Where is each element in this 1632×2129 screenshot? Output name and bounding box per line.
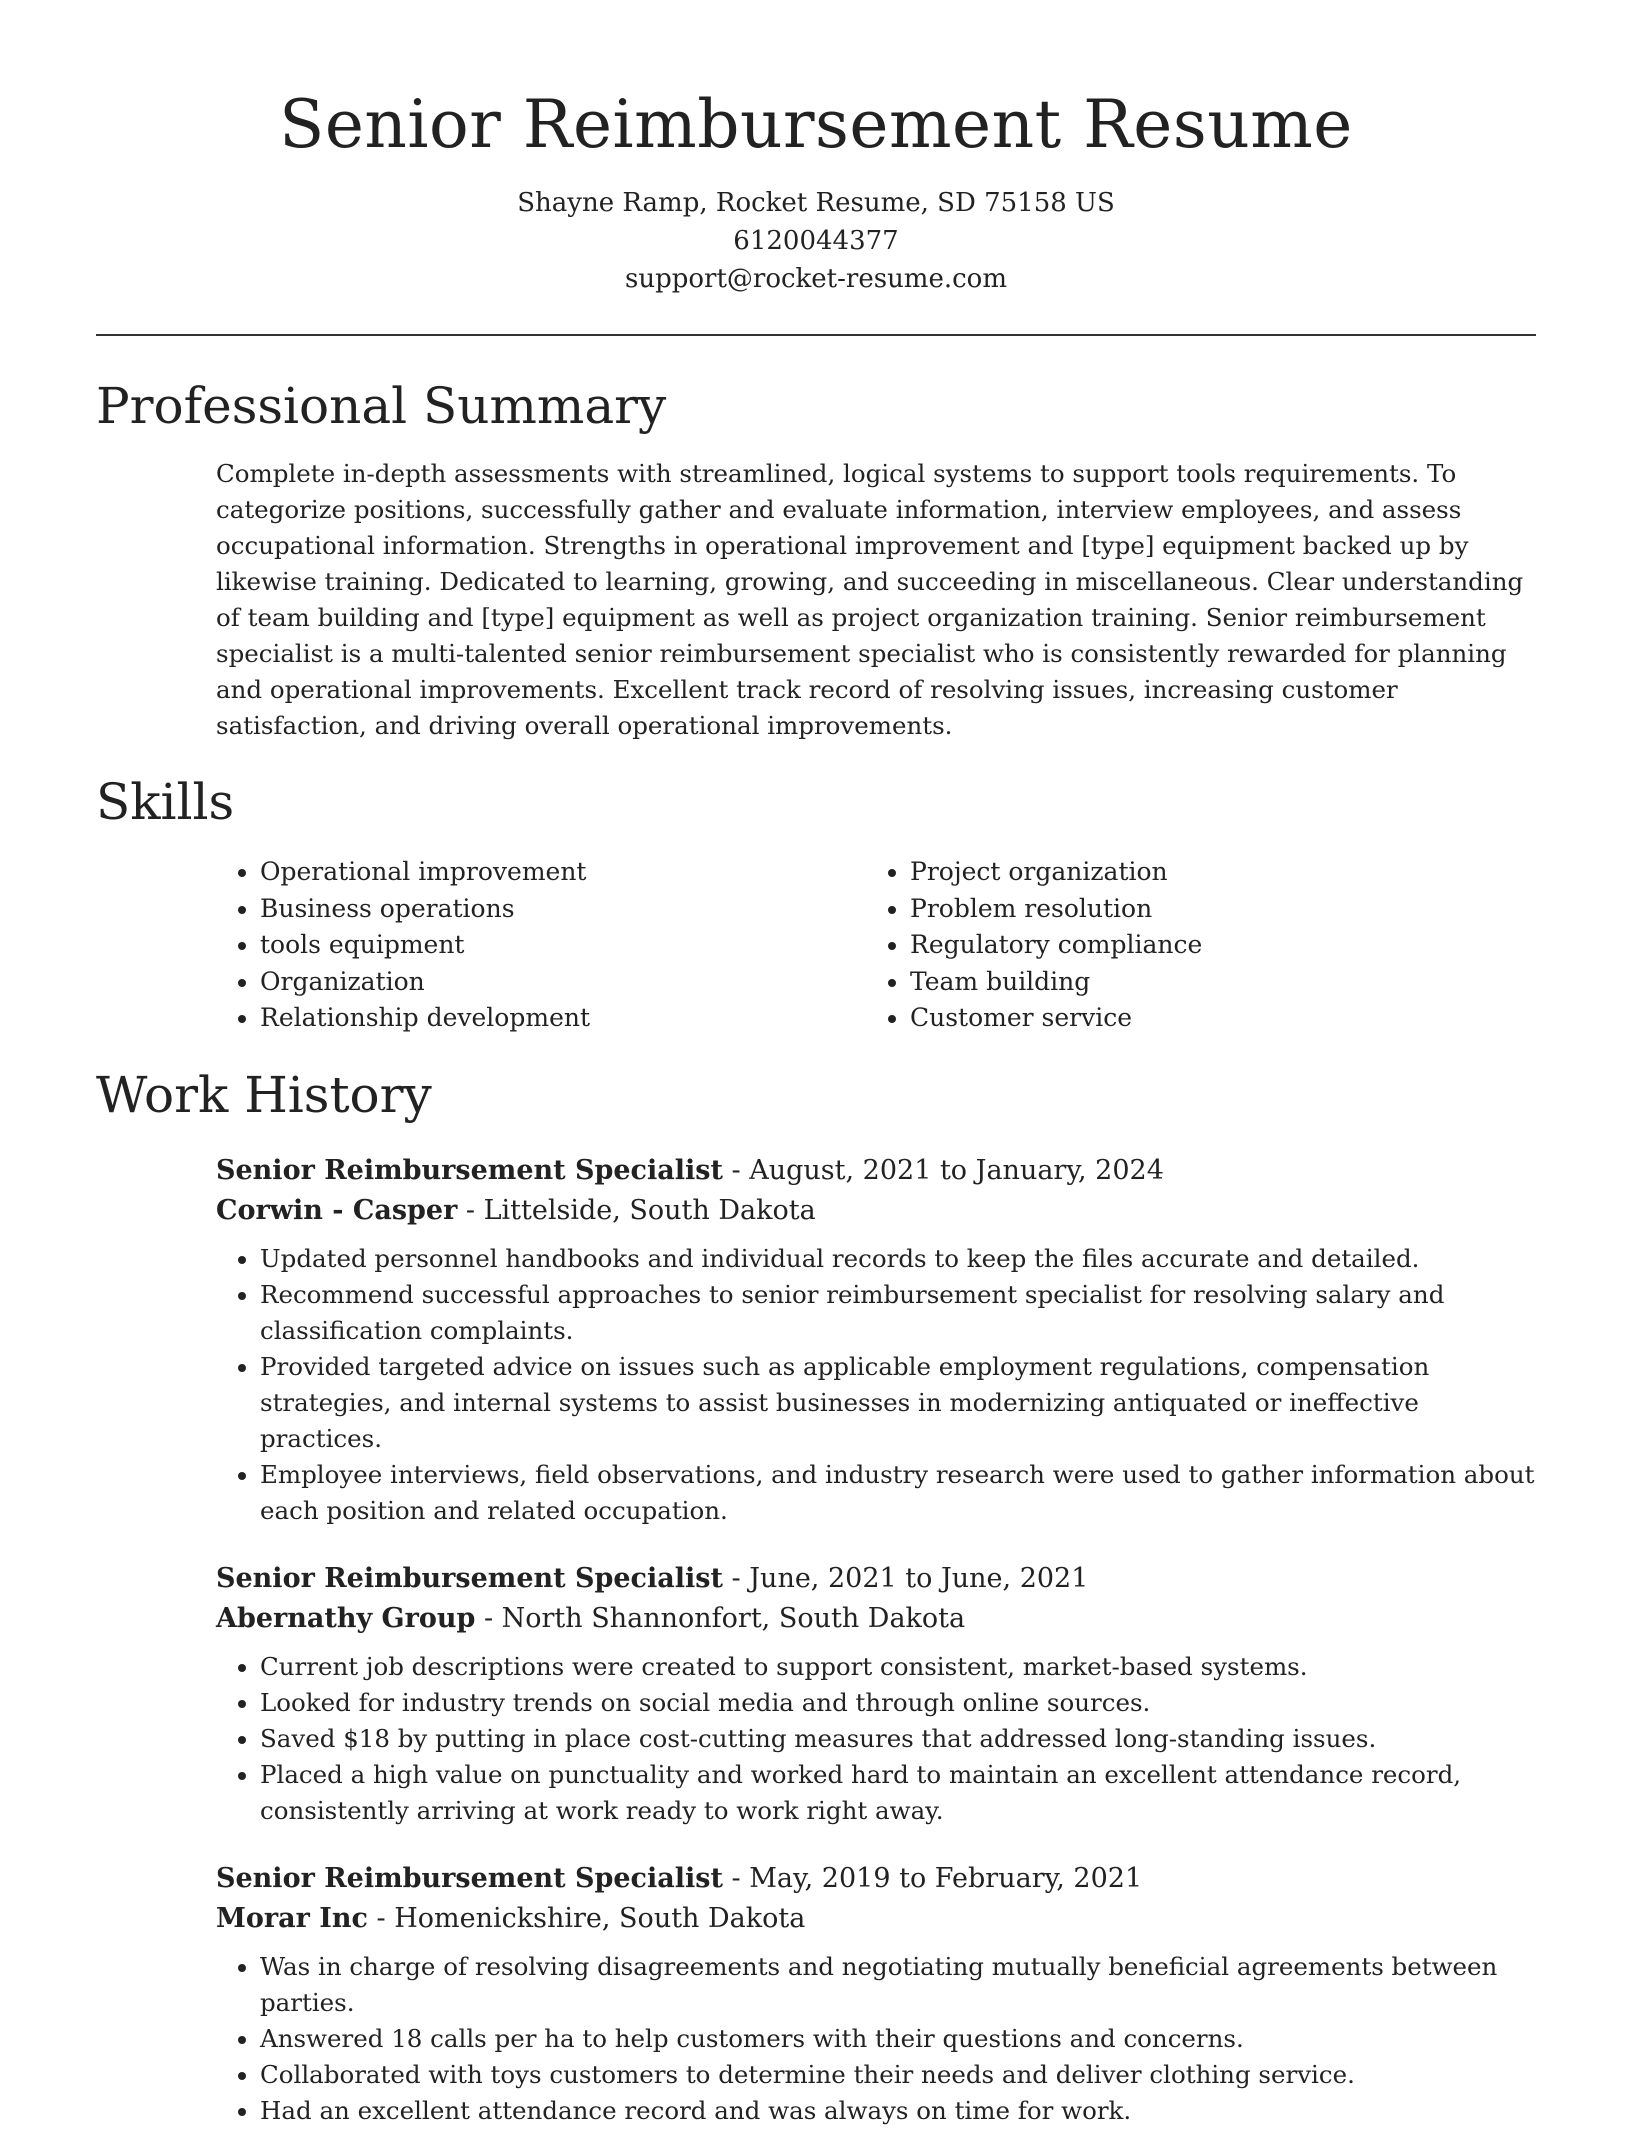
job-bullets [216, 1949, 1536, 2129]
summary-heading: Professional Summary [96, 377, 667, 435]
job-company-line [216, 1599, 1536, 1639]
job-company-line [216, 1899, 1536, 1939]
job-bullet: • Current job descriptions were created to support consistent, market-based systems. [260, 1649, 1536, 1685]
job-dates: - August, 2021 to January, 2024 [722, 1154, 1164, 1186]
job-bullet: • Was in charge of resolving disagreements and negotiating mutually beneficial agreements between parties. [260, 1949, 1536, 2021]
skill-item: • Team building [910, 964, 1516, 1001]
skills-column-right [866, 854, 1516, 1037]
skill-item: • Customer service [910, 1000, 1516, 1037]
job-bullet: • Employee interviews, field observations, and industry research were used to gather information about each position and related occupation. [260, 1457, 1536, 1529]
contact-email: support@rocket-resume.com [624, 264, 1007, 294]
skill-item: • Problem resolution [910, 891, 1516, 928]
resume-header [96, 0, 1536, 298]
job-bullet: • Placed a high value on punctuality and worked hard to maintain an excellent attendance record, consistently arriving at work ready to work right away. [260, 1757, 1536, 1829]
job-entry [216, 1151, 1536, 1529]
job-title: Senior Reimbursement Specialist [216, 1862, 723, 1894]
job-entry [216, 1559, 1536, 1829]
job-entry [216, 1859, 1536, 2129]
skill-item: • Project organization [910, 854, 1516, 891]
skill-item: • Regulatory compliance [910, 927, 1516, 964]
job-bullets [216, 1649, 1536, 1829]
job-bullet: • Looked for industry trends on social media and through online sources. [260, 1685, 1536, 1721]
skills-column-left [216, 854, 866, 1037]
job-dates: - May, 2019 to February, 2021 [722, 1862, 1143, 1894]
job-dates: - June, 2021 to June, 2021 [722, 1562, 1089, 1594]
contact-block [96, 184, 1536, 298]
job-bullet: • Saved $18 by putting in place cost-cutting measures that addressed long-standing issues. [260, 1721, 1536, 1757]
job-title: Senior Reimbursement Specialist [216, 1562, 723, 1594]
work-history-heading: Work History [96, 1065, 432, 1124]
contact-phone: 6120044377 [733, 226, 899, 256]
job-company: Abernathy Group [216, 1602, 476, 1634]
skill-item: • Operational improvement [260, 854, 866, 891]
resume-page [96, 0, 1536, 2129]
job-bullet: • Provided targeted advice on issues such as applicable employment regulations, compensation strategies, and internal systems to assist businesses in modernizing antiquated or ineffective practices. [260, 1349, 1536, 1457]
job-title-line [216, 1859, 1536, 1899]
job-title-line [216, 1559, 1536, 1599]
skill-item: • Relationship development [260, 1000, 866, 1037]
job-title: Senior Reimbursement Specialist [216, 1154, 723, 1186]
summary-text: Complete in-depth assessments with streamlined, logical systems to support tools requirements. To categorize positions, successfully gather and evaluate information, interview employees, and assess occupational information. Strengths in operational improvement and [type] equipment backed up by likewise training. Dedicated to learning, growing, and succeeding in miscellaneous. Clear understanding of team building and [type] equipment as well as project organization training. Senior reimbursement specialist is a multi-talented senior reimbursement specialist who is consistently rewarded for planning and operational improvements. Excellent track record of resolving issues, increasing customer satisfaction, and driving overall operational improvements. [216, 459, 1524, 740]
job-location: - Littelside, South Dakota [457, 1194, 816, 1226]
job-location: - North Shannonfort, South Dakota [475, 1602, 966, 1634]
skills-list [216, 854, 1536, 1037]
job-location: - Homenickshire, South Dakota [367, 1902, 806, 1934]
job-bullet: • Answered 18 calls per ha to help customers with their questions and concerns. [260, 2021, 1536, 2057]
contact-address: Shayne Ramp, Rocket Resume, SD 75158 US [517, 188, 1115, 218]
skills-heading: Skills [96, 773, 235, 831]
header-divider [96, 334, 1536, 336]
skill-item: • tools equipment [260, 927, 866, 964]
job-bullets [216, 1241, 1536, 1529]
job-company-line [216, 1191, 1536, 1231]
skill-item: • Organization [260, 964, 866, 1001]
job-company: Morar Inc [216, 1902, 368, 1934]
job-bullet: • Updated personnel handbooks and individual records to keep the files accurate and detailed. [260, 1241, 1536, 1277]
job-bullet: • Had an excellent attendance record and was always on time for work. [260, 2093, 1536, 2129]
job-company: Corwin - Casper [216, 1194, 458, 1226]
job-title-line [216, 1151, 1536, 1191]
resume-title: Senior Reimbursement Resume [279, 86, 1353, 163]
job-bullet: • Collaborated with toys customers to determine their needs and deliver clothing service. [260, 2057, 1536, 2093]
skill-item: • Business operations [260, 891, 866, 928]
job-bullet: • Recommend successful approaches to senior reimbursement specialist for resolving salary and classification complaints. [260, 1277, 1536, 1349]
